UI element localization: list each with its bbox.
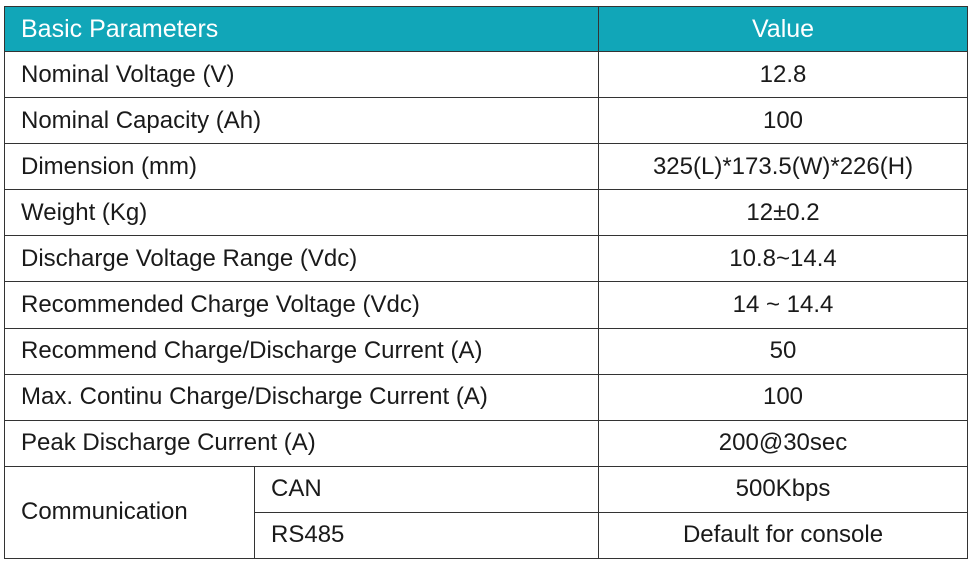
row-label: Max. Continu Charge/Discharge Current (A)	[5, 374, 599, 420]
table-row	[5, 98, 968, 144]
table-row-communication-can	[5, 466, 968, 512]
row-value: 100	[599, 98, 968, 144]
row-value: 12.8	[599, 52, 968, 98]
row-label: Discharge Voltage Range (Vdc)	[5, 236, 599, 282]
row-label: Dimension (mm)	[5, 144, 599, 190]
communication-label: Communication	[5, 466, 255, 558]
row-value: 14 ~ 14.4	[599, 282, 968, 328]
row-value: 10.8~14.4	[599, 236, 968, 282]
row-value: 200@30sec	[599, 420, 968, 466]
row-label: Recommended Charge Voltage (Vdc)	[5, 282, 599, 328]
row-label: Weight (Kg)	[5, 190, 599, 236]
header-basic-parameters: Basic Parameters	[5, 7, 599, 52]
table-row	[5, 328, 968, 374]
row-label: Peak Discharge Current (A)	[5, 420, 599, 466]
row-value: 100	[599, 374, 968, 420]
table-row	[5, 374, 968, 420]
row-label: Recommend Charge/Discharge Current (A)	[5, 328, 599, 374]
row-label: Nominal Capacity (Ah)	[5, 98, 599, 144]
row-value: 325(L)*173.5(W)*226(H)	[599, 144, 968, 190]
row-label: Nominal Voltage (V)	[5, 52, 599, 98]
header-value: Value	[599, 7, 968, 52]
table-row	[5, 236, 968, 282]
communication-can-label: CAN	[255, 466, 599, 512]
table-row	[5, 190, 968, 236]
row-value: 50	[599, 328, 968, 374]
battery-parameters-table	[4, 6, 968, 559]
communication-rs485-value: Default for console	[599, 512, 968, 558]
table-row	[5, 282, 968, 328]
table-row	[5, 420, 968, 466]
table-row	[5, 52, 968, 98]
table-header-row	[5, 7, 968, 52]
communication-can-value: 500Kbps	[599, 466, 968, 512]
communication-rs485-label: RS485	[255, 512, 599, 558]
row-value: 12±0.2	[599, 190, 968, 236]
table-row	[5, 144, 968, 190]
